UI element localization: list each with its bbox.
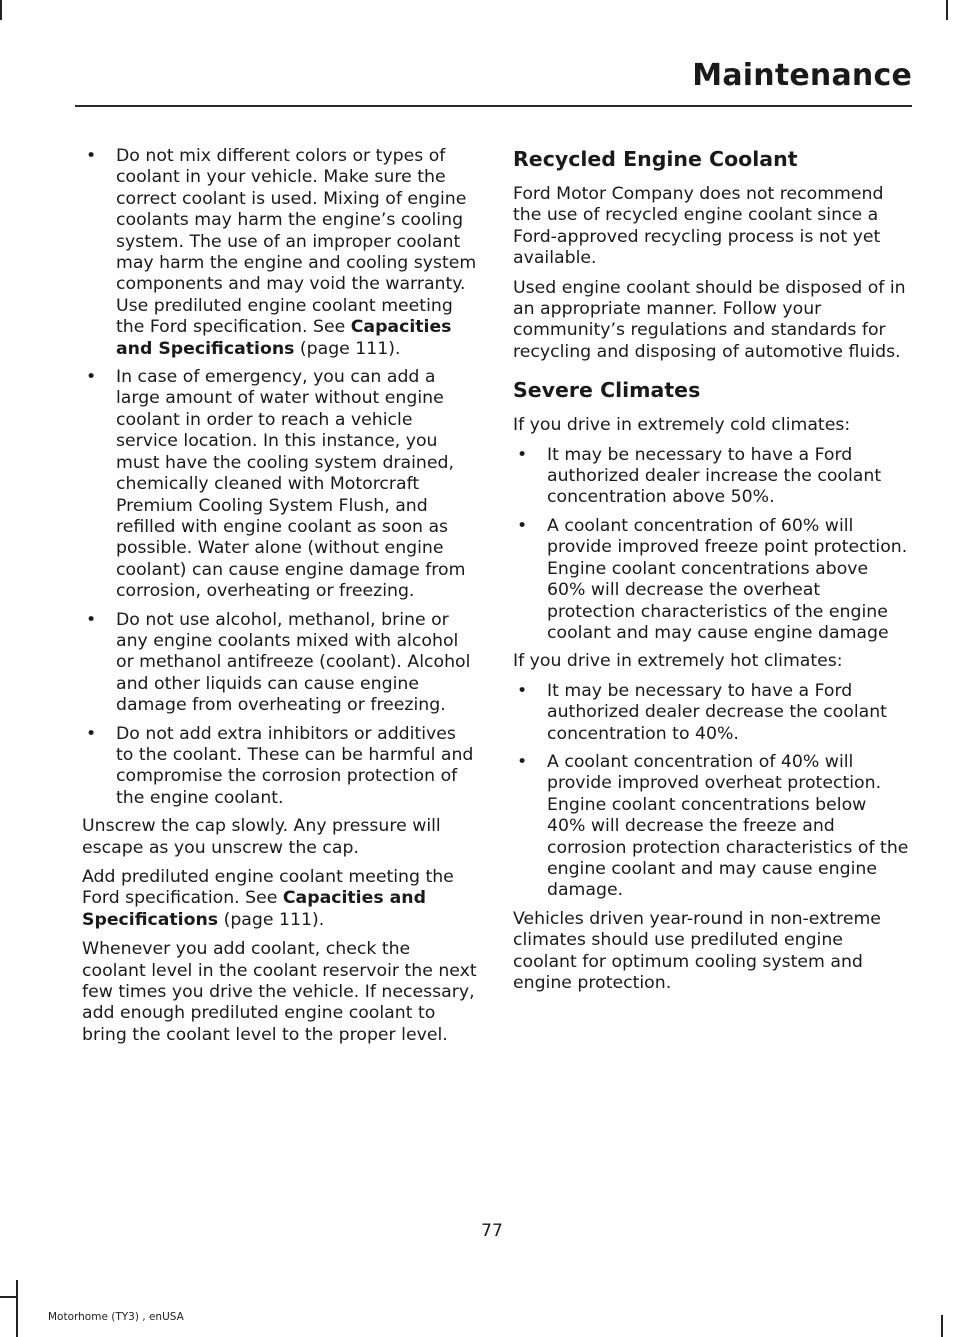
crop-mark-bottom-left-horizontal: [0, 1296, 18, 1298]
add-coolant-paragraph: [82, 867, 478, 931]
list-item: • It may be necessary to have a Ford authorized dealer increase the coolant concentration above 50%.: [513, 445, 909, 509]
crop-mark-bottom-right: [941, 1315, 943, 1337]
crop-mark-top-left: [0, 0, 2, 20]
disposal-paragraph: Used engine coolant should be disposed of in an appropriate manner. Follow your community’s regulations and standards for recycling and disposing of automotive fluids.: [513, 277, 906, 362]
publication-footer: Motorhome (TY3) , enUSA: [48, 1311, 184, 1323]
page-title: Maintenance: [692, 58, 912, 93]
recycled-paragraph: Ford Motor Company does not recommend the use of recycled engine coolant since a Ford-approved recycling process is not yet available.: [513, 184, 884, 269]
list-item: • In case of emergency, you can add a large amount of water without engine coolant in order to reach a vehicle service location. In this instance, you must have the cooling system drained, chemically cleaned with Motorcraft Premium Cooling System Flush, and refilled with engine coolant as soon as possible. Water alone (without engine coolant) can cause engine damage from corrosion, overheating or freezing.: [82, 367, 478, 602]
page-number: 77: [481, 1221, 503, 1241]
list-item: • Do not use alcohol, methanol, brine or any engine coolants mixed with alcohol or methanol antifreeze (coolant). Alcohol and other liquids can cause engine damage from overheating or freezing.: [82, 610, 478, 717]
hot-climate-list: [513, 681, 909, 902]
left-column: [82, 146, 478, 1054]
coolant-caution-list: [82, 146, 478, 809]
list-item: • A coolant concentration of 60% will provide improved freeze point protection. Engine coolant concentrations above 60% will decrease the overheat protection characteristics of the engine coolant and may cause engine damage: [513, 516, 909, 644]
capacities-specifications-link[interactable]: Capacities and Specifications: [116, 317, 452, 359]
list-item-text: Do not mix different colors or types of coolant in your vehicle. Make sure the correct coolant is used. Mixing of engine coolants may harm the engine’s cooling system. The use of an improper coolant may harm the engine and cooling system components and may void the warranty. Use prediluted engine coolant meeting the Ford specification. See: [116, 146, 477, 338]
list-item: • A coolant concentration of 40% will provide improved overheat protection. Engine coolant concentrations below 40% will decrease the freeze and corrosion protection characteristics of the engine coolant and may cause engine damage.: [513, 752, 909, 902]
list-item: [82, 146, 478, 360]
crop-mark-bottom-left-vertical: [16, 1280, 18, 1337]
recycled-coolant-heading: Recycled Engine Coolant: [513, 147, 798, 171]
page-reference: (page 111).: [218, 909, 325, 930]
check-coolant-paragraph: Whenever you add coolant, check the coolant level in the coolant reservoir the next few times you drive the vehicle. If necessary, add enough prediluted engine coolant to bring the coolant level to the proper level.: [82, 939, 477, 1045]
title-divider: [75, 105, 912, 107]
paragraph-text: Add prediluted engine coolant meeting the Ford specification. See: [82, 867, 454, 909]
unscrew-cap-paragraph: Unscrew the cap slowly. Any pressure will escape as you unscrew the cap.: [82, 816, 441, 858]
list-item: • It may be necessary to have a Ford authorized dealer decrease the coolant concentration to 40%.: [513, 681, 909, 745]
severe-climates-heading: Severe Climates: [513, 378, 701, 403]
right-column: [513, 146, 909, 1002]
capacities-specifications-link[interactable]: Capacities and Specifications: [82, 888, 426, 930]
cold-climate-list: [513, 445, 909, 645]
crop-mark-top-right: [946, 0, 948, 20]
page-reference: (page 111).: [294, 338, 401, 359]
hot-climate-intro: If you drive in extremely hot climates:: [513, 651, 843, 672]
cold-climate-intro: If you drive in extremely cold climates:: [513, 415, 851, 436]
non-extreme-climates-paragraph: Vehicles driven year-round in non-extreme climates should use prediluted engine coolant for optimum cooling system and engine protection.: [513, 908, 881, 993]
list-item: • Do not add extra inhibitors or additives to the coolant. These can be harmful and compromise the corrosion protection of the engine coolant.: [82, 724, 478, 810]
